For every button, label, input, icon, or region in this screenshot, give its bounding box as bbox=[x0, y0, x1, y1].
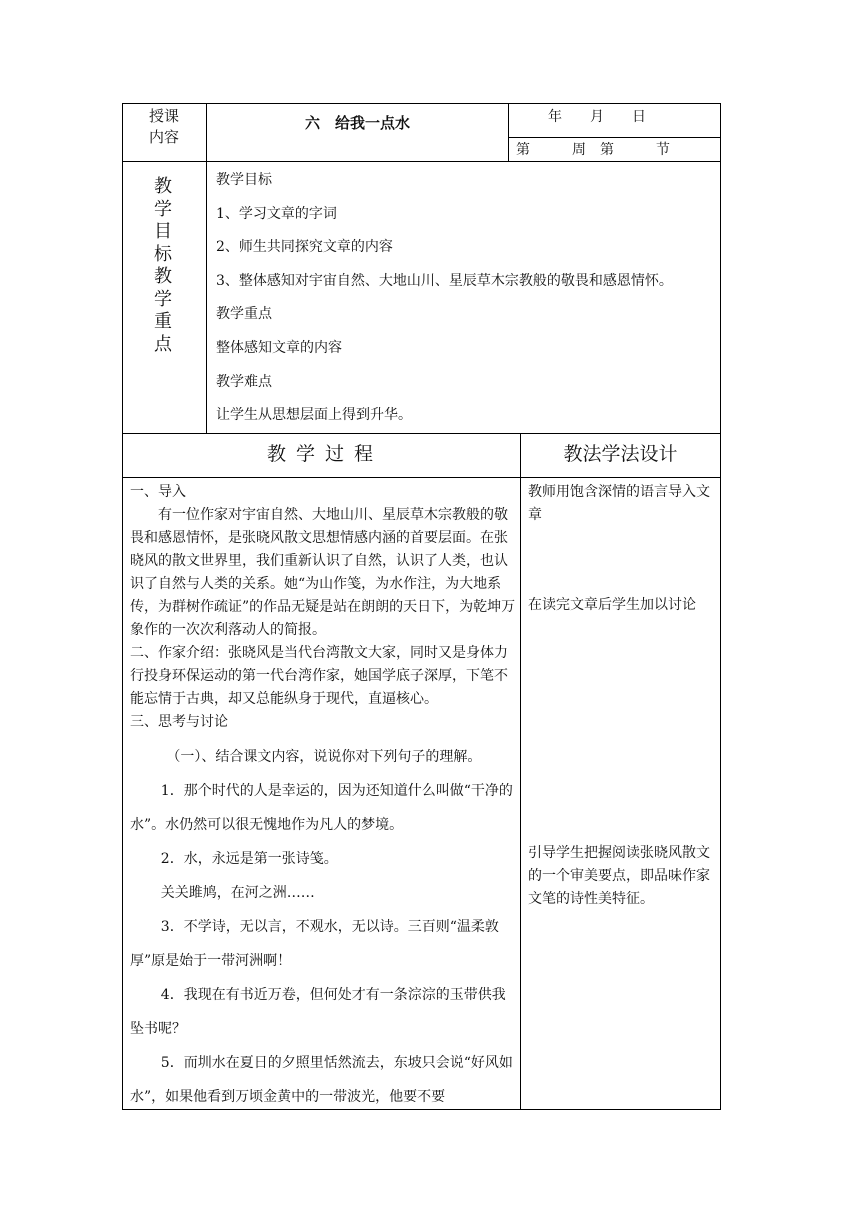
key-point-item: 整体感知文章的内容 bbox=[216, 340, 342, 356]
intro-body: 有一位作家对宇宙自然、大地山川、星辰草木宗教般的敬畏和感恩情怀，是张晓风散文思想情感内涵的首要层面。在张晓风的散文世界里，我们重新认识了自然，认识了人类，也认识了自然与人类的关系。她“为山作笺，为水作注，为大地系传，为群树作疏证”的作品无疑是站在朗朗的天日下，为乾坤万象作的一次次利落动人的简报。 bbox=[130, 507, 516, 638]
difficulty-item: 让学生从思想层面上得到升华。 bbox=[216, 407, 412, 423]
method-note: 引导学生把握阅读张晓风散文的一个审美要点，即品味作家文笔的诗性美特征。 bbox=[528, 845, 710, 907]
period-line: 第 周 第 节 bbox=[516, 142, 670, 158]
method-note: 在读完文章后学生加以讨论 bbox=[528, 597, 696, 613]
objectives-side-label bbox=[153, 176, 173, 356]
method-heading: 教法学法设计 bbox=[563, 443, 678, 465]
process-heading: 教 学 过 程 bbox=[266, 443, 376, 465]
lesson-title: 六 给我一点水 bbox=[304, 114, 410, 132]
method-note: 教师用饱含深情的语言导入文章 bbox=[528, 484, 710, 523]
side-label-char: 标 bbox=[154, 243, 172, 265]
question-item: 4．我现在有书近万卷，但何处才有一条淙淙的玉带供我坠书呢？ bbox=[130, 987, 506, 1037]
intro-title: 一、导入 bbox=[130, 484, 186, 500]
date-line: 年 月 日 bbox=[548, 109, 646, 125]
question-intro: （一）、结合课文内容，说说你对下列句子的理解。 bbox=[166, 749, 482, 765]
question-item: 3．不学诗，无以言，不观水，无以诗。三百则“温柔敦厚”原是始于一带河洲啊！ bbox=[130, 919, 499, 969]
course-label-line1: 授课 bbox=[148, 107, 179, 125]
question-item: 1．那个时代的人是幸运的，因为还知道什么叫做“干净的水”。水仍然可以很无愧地作为凡人的梦境。 bbox=[130, 783, 513, 833]
process-content bbox=[130, 481, 516, 734]
course-label bbox=[122, 106, 206, 148]
question-item: 5．而圳水在夏日的夕照里恬然流去，东坡只会说“好风如水”，如果他看到万顷金黄中的一带波光，他要不要 bbox=[130, 1055, 513, 1105]
objective-item: 2、师生共同探究文章的内容 bbox=[216, 239, 393, 255]
discuss-title: 三、思考与讨论 bbox=[130, 714, 228, 730]
question-item: 关关雎鸠，在河之洲…… bbox=[160, 885, 315, 901]
objective-item: 1、学习文章的字词 bbox=[216, 206, 337, 222]
question-item: 2．水，永远是第一张诗笺。 bbox=[160, 851, 338, 867]
difficulty-heading: 教学难点 bbox=[216, 374, 272, 390]
side-label-char: 学 bbox=[154, 198, 172, 220]
side-label-char: 重 bbox=[154, 311, 172, 332]
objectives-heading: 教学目标 bbox=[216, 172, 272, 188]
course-label-line2: 内容 bbox=[148, 128, 179, 146]
discussion-questions bbox=[130, 740, 516, 1114]
key-point-heading: 教学重点 bbox=[216, 306, 272, 322]
side-label-char: 教 bbox=[154, 176, 172, 197]
side-label-char: 教 bbox=[154, 266, 172, 287]
author-intro: 二、作家介绍：张晓风是当代台湾散文大家，同时又是身体力行投身环保运动的第一代台湾作家，她国学底子深厚，下笔不能忘情于古典，却又总能纵身于现代，直逼核心。 bbox=[130, 645, 508, 707]
side-label-char: 点 bbox=[154, 333, 172, 355]
side-label-char: 目 bbox=[154, 221, 172, 242]
side-label-char: 学 bbox=[154, 288, 172, 310]
objective-item: 3、整体感知对宇宙自然、大地山川、星辰草木宗教般的敬畏和感恩情怀。 bbox=[216, 273, 673, 289]
